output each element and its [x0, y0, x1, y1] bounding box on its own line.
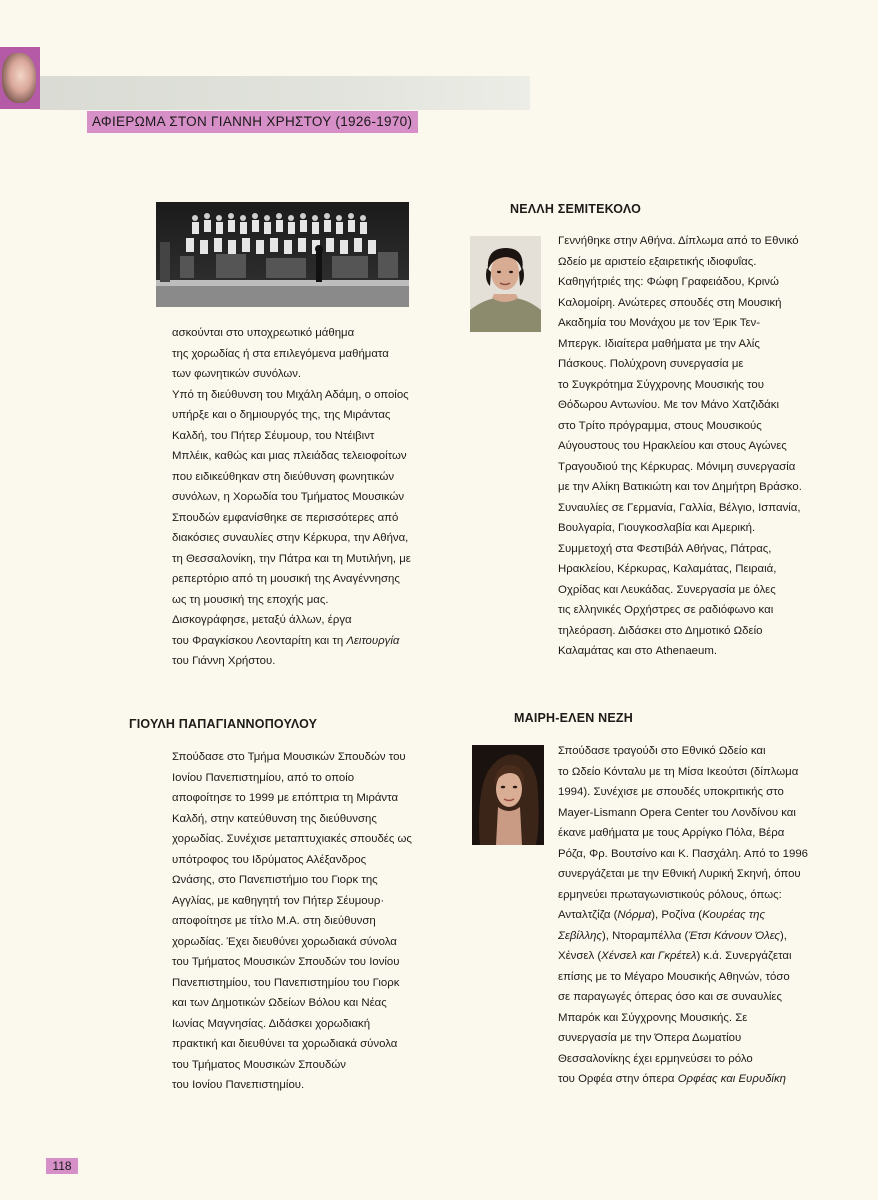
text-segment: ) κ.ά. Συνεργάζεται — [696, 950, 792, 962]
bio-name-mairi: ΜΑΙΡΗ-ΕΛΕΝ ΝΕΖΗ — [514, 711, 633, 725]
text-line: 1994). Συνέχισε με σπουδές υποκριτικής στο — [558, 786, 784, 798]
text-segment: Χένσελ ( — [558, 950, 602, 962]
text-line: Οχρίδας και Λευκάδας. Συνεργασία με όλες — [558, 583, 776, 596]
text-line: του Τμήματος Μουσικών Σπουδών — [172, 1058, 346, 1071]
text-line: χορωδίας. Συνέχισε μεταπτυχιακές σπουδές ως — [172, 833, 412, 845]
text-line: τη Θεσσαλονίκη, την Πάτρα και τη Μυτιλήνη, με — [172, 552, 411, 565]
text-line — [558, 905, 808, 926]
text-line: που ειδικεύθηκαν στη διεύθυνση φωνητικών — [172, 470, 395, 483]
bio-name-gioyli: ΓΙΟΥΛΗ ΠΑΠΑΓΙΑΝΝΟΠΟΥΛΟΥ — [129, 717, 318, 731]
text-line: Ηρακλείου, Κέρκυρας, Καλαμάτας, Πειραιά, — [558, 563, 777, 575]
italic-work-title: Χένσελ και Γκρέτελ — [601, 950, 697, 962]
text-line: Πανεπιστημίου, του Πανεπιστημίου του Γιορκ — [172, 976, 400, 989]
text-line: Γεννήθηκε στην Αθήνα. Δίπλωμα από το Εθνικό — [558, 235, 799, 247]
text-line: Σπούδασε στο Τμήμα Μουσικών Σπουδών του — [172, 751, 406, 763]
nelli-portrait-photo — [470, 236, 541, 332]
text-line: υπότροφος του Ιδρύματος Αλέξανδρος — [172, 853, 367, 866]
text-line: Τραγουδιού της Κέρκυρας. Μόνιμη συνεργασία — [558, 460, 796, 473]
text-line: σε παραγωγές όπερας όσο και σε συναυλίες — [558, 991, 783, 1003]
text-line: ρεπερτόριο από τη μουσική της Αναγέννησης — [172, 573, 400, 585]
text-line: Ωδείο με αριστείο εξαιρετικής ιδιοφυΐας. — [558, 255, 757, 268]
text-line: Βουλγαρία, Γιουγκοσλαβία και Αμερική. — [558, 522, 756, 534]
text-line: Πάσκους. Πολύχρονη συνεργασία με — [558, 358, 744, 370]
text-line: τηλεόραση. Διδάσκει στο Δημοτικό Ωδείο — [558, 624, 763, 637]
text-line: ως τη μουσική της εποχής μας. — [172, 593, 329, 606]
text-line: Ωνάσης, στο Πανεπιστήμιο του Γιορκ της — [172, 874, 378, 886]
text-line: Θεσσαλονίκης έχει ερμηνεύσει το ρόλο — [558, 1052, 753, 1065]
text-line: το Ωδείο Κόνταλυ με τη Μίσα Ικεούτσι (δίπλωμα — [558, 765, 799, 778]
text-line: τις ελληνικές Ορχήστρες σε ραδιόφωνο και — [558, 604, 774, 616]
text-line: Ρόζα, Φρ. Βουτσίνο και Κ. Πασχάλη. Από το 1996 — [558, 847, 808, 860]
text-line: με την Αλίκη Βατικιώτη και τον Δημήτρη Βράσκο. — [558, 481, 802, 493]
text-line: Καλδή, του Πήτερ Σέυμουρ, του Ντέιβιντ — [172, 429, 375, 442]
text-line: έκανε μαθήματα με τους Αρρίγκο Πόλα, Βέρα — [558, 827, 785, 839]
mairi-portrait-photo — [472, 745, 544, 845]
italic-work-title: Ορφέας και Ευρυδίκη — [677, 1073, 786, 1085]
text-line: αποφοίτησε με τίτλο Μ.Α. στη διεύθυνση — [172, 915, 376, 927]
text-line — [558, 1069, 808, 1090]
text-line: Δισκογράφησε, μεταξύ άλλων, έργα — [172, 614, 352, 626]
text-line: Ιωνίας Μαγνησίας. Διδάσκει χορωδιακή — [172, 1017, 371, 1030]
italic-work-title: Νόρμα — [617, 909, 652, 921]
text-line: Αύγουστους του Ηρακλείου και στους Αγώνες — [558, 440, 787, 452]
text-line: του Τμήματος Μουσικών Σπουδών του Ιονίου — [172, 956, 400, 968]
text-line: του Γιάννη Χρήστου. — [172, 655, 276, 667]
text-segment: ), Ντοραμπέλλα ( — [601, 929, 689, 942]
page-title: ΑΦΙΕΡΩΜΑ ΣΤΟΝ ΓΙΑΝΝΗ ΧΡΗΣΤΟΥ (1926-1970) — [87, 111, 418, 133]
left-column-text — [172, 323, 411, 672]
text-segment: ), Ροζίνα ( — [651, 909, 703, 921]
text-line: υπήρξε και ο δημιουργός της, της Μιράντας — [172, 409, 391, 421]
header-band — [40, 76, 530, 110]
text-line: Αγγλίας, με καθηγητή τον Πήτερ Σέυμουρ· — [172, 894, 385, 907]
text-line: Μπαρόκ και Σύγχρονης Μουσικής. Σε — [558, 1011, 748, 1024]
text-line: Ιονίου Πανεπιστημίου, από το οποίο — [172, 771, 355, 784]
text-line: Υπό τη διεύθυνση του Μιχάλη Αδάμη, ο οποίος — [172, 388, 409, 401]
italic-work-title: Έτσι Κάνουν Όλες — [688, 929, 780, 942]
bio-text-gioyli — [172, 747, 412, 1096]
text-line — [172, 631, 411, 652]
text-line: Μπεργκ. Ιδιαίτερα μαθήματα με την Αλίς — [558, 337, 760, 350]
bio-name-nelli: ΝΕΛΛΗ ΣΕΜΙΤΕΚΟΛΟ — [510, 202, 642, 216]
text-segment: ), — [779, 929, 787, 942]
text-line: ερμηνεύει πρωταγωνιστικούς ρόλους, όπως: — [558, 888, 782, 901]
italic-work-title: Κουρέας της — [702, 909, 766, 921]
choir-photo — [156, 202, 409, 307]
text-line: και των Δημοτικών Ωδείων Βόλου και Νέας — [172, 997, 387, 1009]
text-line: Συναυλίες σε Γερμανία, Γαλλία, Βέλγιο, Ισπανία, — [558, 501, 801, 514]
text-line: το Συγκρότημα Σύγχρονης Μουσικής του — [558, 378, 764, 391]
text-line: χορωδίας. Έχει διευθύνει χορωδιακά σύνολα — [172, 935, 397, 948]
text-line: της χορωδίας ή στα επιλεγόμενα μαθήματα — [172, 347, 389, 360]
text-line: του Ιονίου Πανεπιστημίου. — [172, 1079, 305, 1091]
text-line: στο Τρίτο πρόγραμμα, στους Μουσικούς — [558, 419, 762, 432]
text-line: πρακτική και διευθύνει τα χορωδιακά σύνολα — [172, 1038, 398, 1050]
header-portrait-image — [0, 47, 40, 109]
text-line: Καλομοίρη. Ανώτερες σπουδές στη Μουσική — [558, 296, 782, 309]
text-line: διακόσιες συναυλίες στην Κέρκυρα, την Αθήνα, — [172, 532, 409, 544]
text-line: Καλδή, στην κατεύθυνση της διεύθυνσης — [172, 812, 377, 825]
text-line — [558, 946, 808, 967]
text-line: Mayer-Lismann Opera Center του Λονδίνου και — [558, 806, 796, 819]
text-line — [558, 926, 808, 947]
text-line: των φωνητικών συνόλων. — [172, 368, 302, 380]
text-segment: του Ορφέα στην όπερα — [558, 1073, 678, 1085]
text-line: Καλαμάτας και στο Athenaeum. — [558, 645, 718, 657]
page-number: 118 — [46, 1158, 78, 1174]
text-line: συνόλων, η Χορωδία του Τμήματος Μουσικών — [172, 491, 405, 503]
bio-text-mairi — [558, 741, 808, 1090]
text-line: ασκούνται στο υποχρεωτικό μάθημα — [172, 327, 355, 339]
italic-work-title: Λειτουργία — [346, 634, 400, 647]
text-line: Καθηγήτριές της: Φώφη Γραφειάδου, Κρινώ — [558, 276, 779, 288]
text-line: Ακαδημία του Μονάχου με τον Έρικ Τεν- — [558, 317, 761, 329]
text-segment: του Φραγκίσκου Λεονταρίτη και τη — [172, 634, 347, 647]
text-line: αποφοίτησε το 1999 με επόπτρια τη Μιράντα — [172, 792, 399, 804]
text-line: Σπουδών εμφανίσθηκε σε περισσότερες από — [172, 511, 399, 524]
text-line: Συμμετοχή στα Φεστιβάλ Αθήνας, Πάτρας, — [558, 542, 772, 555]
text-line: επίσης με το Μέγαρο Μουσικής Αθηνών, τόσο — [558, 970, 790, 983]
text-line: Σπούδασε τραγούδι στο Εθνικό Ωδείο και — [558, 745, 766, 757]
text-line: συνεργασία με την Όπερα Δωματίου — [558, 1032, 742, 1044]
text-line: Μπλέικ, καθώς και μιας πλειάδας τελειοφοίτων — [172, 450, 407, 462]
bio-text-nelli — [558, 231, 802, 662]
text-line: συνεργάζεται με την Εθνική Λυρική Σκηνή, όπου — [558, 868, 801, 880]
text-line: Θόδωρου Αντωνίου. Με τον Μάνο Χατζιδάκι — [558, 399, 779, 411]
text-segment: Ανταλτζίζα ( — [558, 909, 618, 921]
italic-work-title: Σεβίλλης — [558, 929, 602, 942]
